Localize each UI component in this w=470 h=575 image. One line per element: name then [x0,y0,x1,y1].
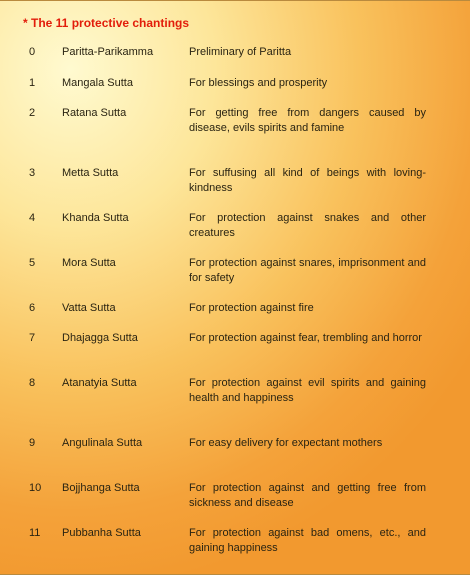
chanting-name: Atanatyia Sutta [62,377,137,389]
chantings-list [0,45,470,556]
chanting-number: 10 [29,482,42,494]
chanting-description: For protection against snakes and other creatures [189,212,426,239]
chanting-number: 1 [29,77,36,89]
chanting-name: Bojjhanga Sutta [62,482,140,494]
chanting-row [0,211,470,256]
chanting-row [0,45,470,76]
chanting-name: Mora Sutta [62,257,116,269]
chanting-number: 4 [29,212,36,224]
chanting-name: Khanda Sutta [62,212,129,224]
chanting-description: For protection against bad omens, etc., and gaining happiness [189,527,426,554]
chanting-row [0,526,470,556]
chanting-number: 9 [29,437,36,449]
chanting-number: 3 [29,167,36,179]
chanting-description: For protection against evil spirits and gaining health and happiness [189,377,426,404]
chanting-description: For getting free from dangers caused by disease, evils spirits and famine [189,107,426,134]
chanting-row [0,166,470,211]
chanting-name: Metta Sutta [62,167,119,179]
chanting-description: For blessings and prosperity [189,77,328,89]
chanting-name: Dhajagga Sutta [62,332,138,344]
chanting-name: Angulinala Sutta [62,437,143,449]
chanting-description: For protection against fear, trembling and horror [189,332,422,344]
chanting-number: 7 [29,332,36,344]
page-title: * The 11 protective chantings [23,16,190,30]
chanting-description: Preliminary of Paritta [189,46,292,58]
chanting-name: Mangala Sutta [62,77,133,89]
chanting-row [0,331,470,376]
chanting-number: 5 [29,257,36,269]
chanting-number: 2 [29,107,36,119]
chanting-row [0,301,470,331]
chanting-row [0,436,470,481]
chanting-name: Pubbanha Sutta [62,527,141,539]
chanting-name: Ratana Sutta [62,107,127,119]
chanting-number: 6 [29,302,36,314]
chanting-row [0,256,470,301]
chanting-number: 0 [29,46,36,58]
chanting-description: For easy delivery for expectant mothers [189,437,383,449]
chanting-row [0,376,470,436]
chanting-row [0,481,470,526]
chanting-description: For protection against and getting free from sickness and disease [189,482,426,509]
chanting-number: 8 [29,377,36,389]
chanting-name: Vatta Sutta [62,302,116,314]
chanting-number: 11 [29,527,41,539]
chanting-row [0,106,470,166]
chanting-description: For protection against fire [189,302,314,314]
chanting-description: For suffusing all kind of beings with loving-kindness [189,167,426,194]
chanting-row [0,76,470,106]
chanting-description: For protection against snares, imprisonment and for safety [189,257,426,284]
chanting-name: Paritta-Parikamma [62,46,154,58]
